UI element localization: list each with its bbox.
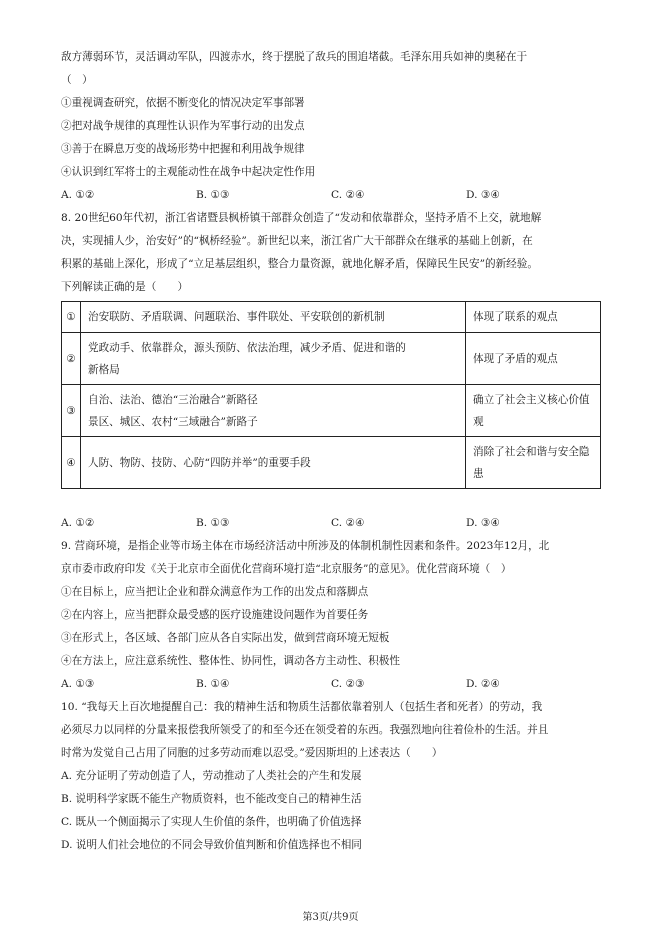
q7-option-a[interactable]: A. ①② (61, 189, 95, 201)
q7-statement-3: ③善于在瞬息万变的战场形势中把握和利用战争规律 (61, 143, 305, 155)
row-content-line: 人防、物防、技防、心防“四防并举”的重要手段 (88, 456, 311, 469)
row-judgement-line: 体现了联系的观点 (473, 311, 558, 323)
q7-option-b[interactable]: B. ①③ (196, 189, 230, 201)
row-content-line: 党政动手、依靠群众，源头预防、依法治理，减少矛盾、促进和谐的 (88, 341, 406, 354)
q8-option-a[interactable]: A. ①② (61, 517, 95, 529)
row-number: ④ (62, 437, 81, 489)
q10-option-d[interactable]: D. 说明人们社会地位的不同会导致价值判断和价值选择也不相同 (61, 839, 362, 851)
q10-stem-line-2: 必须尽力以同样的分量来报偿我所领受了的和至今还在领受着的东西。我强烈地向往着俭朴的生活。并且 (61, 724, 549, 736)
row-judgement-line: 消除了社会和谐与安全隐 (473, 445, 590, 458)
row-judgement-line: 体现了矛盾的观点 (473, 352, 558, 365)
row-number: ② (62, 333, 81, 385)
q7-statement-4: ④认识到红军将士的主观能动性在战争中起决定性作用 (61, 166, 316, 178)
row-judgement-line: 确立了社会主义核心价值 (473, 393, 590, 406)
row-judgement-line: 观 (473, 415, 484, 428)
q9-stem-line-1: 9. 营商环境，是指企业等市场主体在市场经济活动中所涉及的体制机制性因素和条件。2023年12月，北 (61, 540, 550, 552)
row-content (81, 302, 466, 333)
row-content-line: 自治、法治、德治“三治融合”新路径 (88, 393, 258, 406)
q10-option-b[interactable]: B. 说明科学家既不能生产物质资料，也不能改变自己的精神生活 (61, 793, 362, 805)
q9-option-b[interactable]: B. ①④ (196, 678, 230, 690)
row-judgement-line: 患 (473, 467, 484, 480)
row-judgement (466, 333, 601, 385)
row-content-line: 新格局 (88, 363, 120, 376)
q10-option-c[interactable]: C. 既从一个侧面揭示了实现人生价值的条件，也明确了价值选择 (61, 816, 362, 828)
q7-statement-1: ①重视调查研究，依据不断变化的情况决定军事部署 (61, 97, 305, 109)
q10-stem-line-1: 10. “我每天上百次地提醒自己：我的精神生活和物质生活都依靠着别人（包括生者和死者）的劳动，我 (61, 701, 543, 713)
q7-stem-line-2: （ ） (61, 74, 93, 86)
q9-option-a[interactable]: A. ①③ (61, 678, 95, 690)
q7-option-c[interactable]: C. ②④ (331, 189, 365, 201)
q8-table-row-4 (62, 437, 601, 489)
row-judgement (466, 302, 601, 333)
q9-statement-2: ②在内容上，应当把群众最受感的医疗设施建设问题作为首要任务 (61, 609, 369, 621)
q7-statement-2: ②把对战争规律的真理性认识作为军事行动的出发点 (61, 120, 305, 132)
q8-option-d[interactable]: D. ③④ (466, 517, 500, 529)
q9-statement-3: ③在形式上，各区域、各部门应从各自实际出发，做到营商环境无短板 (61, 632, 390, 644)
q8-option-c[interactable]: C. ②④ (331, 517, 365, 529)
q9-option-d[interactable]: D. ②④ (466, 678, 500, 690)
q9-statement-4: ④在方法上，应注意系统性、整体性、协同性，调动各方主动性、积极性 (61, 655, 400, 667)
q8-table-row-2 (62, 333, 601, 385)
q9-option-c[interactable]: C. ②③ (331, 678, 365, 690)
row-content (81, 437, 466, 489)
q8-option-b[interactable]: B. ①③ (196, 517, 230, 529)
row-number: ① (62, 302, 81, 333)
q8-stem-line-4: 下列解读正确的是（ ） (61, 281, 189, 293)
q8-stem-line-2: 决，实现捕人少，治安好”的“枫桥经验”。新世纪以来，浙江省广大干部群众在继承的基础上创新，在 (61, 235, 533, 247)
q9-stem-line-2: 京市委市政府印发《关于北京市全面优化营商环境打造“北京服务”的意见》。优化营商环境（ ） (61, 563, 512, 575)
q8-stem-line-1: 8. 20世纪60年代初，浙江省诸暨县枫桥镇干部群众创造了“发动和依靠群众，坚持矛盾不上交，就地解 (61, 212, 542, 224)
page-footer: 第3页/共9页 (302, 912, 359, 923)
q10-option-a[interactable]: A. 充分证明了劳动创造了人，劳动推动了人类社会的产生和发展 (61, 770, 362, 782)
q9-statement-1: ①在目标上，应当把让企业和群众满意作为工作的出发点和落脚点 (61, 586, 369, 598)
q8-table (61, 301, 601, 489)
row-content (81, 385, 466, 437)
row-content (81, 333, 466, 385)
q8-table-row-3 (62, 385, 601, 437)
q7-stem-line-1: 敌方薄弱环节，灵活调动军队，四渡赤水，终于摆脱了敌兵的围追堵截。毛泽东用兵如神的奥秘在于 (61, 51, 528, 63)
row-number: ③ (62, 385, 81, 437)
row-content-line: 治安联防、矛盾联调、问题联治、事件联处、平安联创的新机制 (88, 311, 385, 323)
q10-stem-line-3: 时常为发觉自己占用了同胞的过多劳动而难以忍受。”爱因斯坦的上述表达（ ） (61, 747, 443, 759)
q8-stem-line-3: 积累的基础上深化，形成了“立足基层组织，整合力量资源，就地化解矛盾，保障民生民安”的新经验。 (61, 258, 538, 270)
q8-table-row-1 (62, 302, 601, 333)
row-judgement (466, 385, 601, 437)
row-content-line: 景区、城区、农村“三域融合”新路子 (88, 415, 258, 428)
q7-option-d[interactable]: D. ③④ (466, 189, 500, 201)
row-judgement (466, 437, 601, 489)
